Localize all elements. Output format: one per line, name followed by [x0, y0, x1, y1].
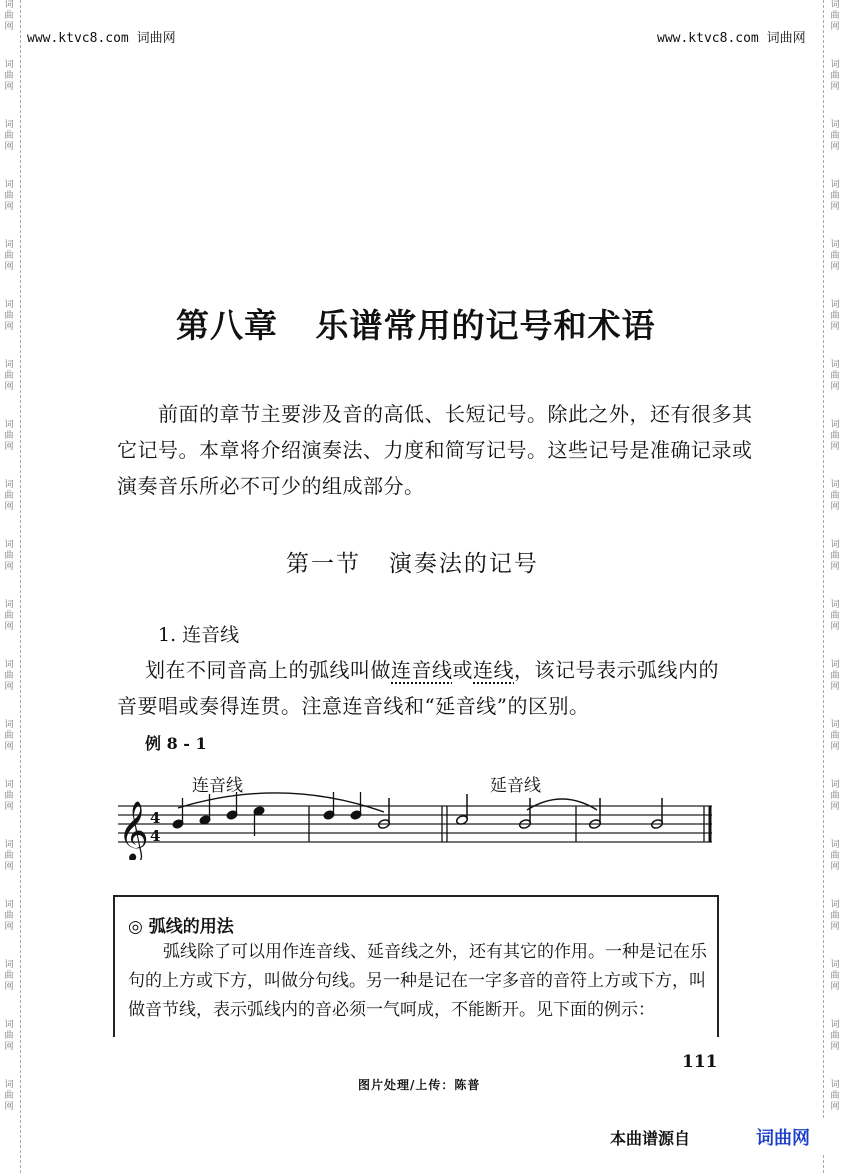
header-url-right[interactable]: www.ktvc8.com 词曲网: [657, 31, 806, 46]
watermark-char: 词: [830, 780, 840, 790]
watermark-char: 词: [830, 300, 840, 310]
watermark-char: 词: [830, 540, 840, 550]
watermark-char: 曲: [4, 11, 14, 21]
watermark-char: 网: [830, 1042, 840, 1052]
watermark-char: 曲: [830, 71, 840, 81]
watermark-char: 词: [830, 1080, 840, 1090]
watermark-char: 词: [830, 660, 840, 670]
watermark-group: [830, 300, 839, 360]
watermark-char: 网: [4, 22, 14, 32]
watermark-char: 网: [4, 982, 14, 992]
watermark-char: 曲: [4, 1091, 14, 1101]
watermark-char: 词: [4, 300, 14, 310]
watermark-char: 词: [4, 780, 14, 790]
watermark-group: [830, 900, 839, 960]
watermark-group: [830, 720, 839, 780]
watermark-char: 曲: [830, 311, 840, 321]
watermark-char: 词: [4, 900, 14, 910]
watermark-char: 网: [830, 202, 840, 212]
right-watermark-column: [828, 0, 842, 1173]
watermark-group: [830, 120, 839, 180]
watermark-char: 曲: [830, 971, 840, 981]
watermark-group: [4, 120, 13, 180]
watermark-char: 网: [830, 382, 840, 392]
watermark-char: 网: [830, 862, 840, 872]
watermark-char: 词: [4, 60, 14, 70]
watermark-char: 词: [4, 120, 14, 130]
watermark-char: 网: [830, 742, 840, 752]
page-number: 111: [682, 1052, 718, 1072]
watermark-char: 词: [4, 1080, 14, 1090]
watermark-group: [830, 600, 839, 660]
watermark-char: 网: [830, 82, 840, 92]
body-text: 划在不同音高上的弧线叫做: [145, 658, 391, 682]
watermark-char: 网: [830, 142, 840, 152]
source-label: 本曲谱源自: [610, 1129, 691, 1148]
header-url-left[interactable]: www.ktvc8.com 词曲网: [27, 31, 176, 46]
tie-arc: [527, 799, 597, 810]
watermark-char: 网: [4, 82, 14, 92]
watermark-char: 词: [830, 360, 840, 370]
watermark-char: 词: [4, 0, 14, 10]
watermark-char: 曲: [4, 731, 14, 741]
watermark-char: 曲: [830, 491, 840, 501]
watermark-char: 词: [4, 840, 14, 850]
watermark-group: [4, 180, 13, 240]
watermark-group: [830, 0, 839, 60]
watermark-char: 网: [830, 922, 840, 932]
intro-line-2: 它记号。本章将介绍演奏法、力度和简写记号。这些记号是准确记录或: [117, 438, 753, 462]
half-note: [589, 798, 664, 829]
music-label-tie: 延音线: [490, 776, 541, 796]
watermark-char: 曲: [4, 131, 14, 141]
watermark-char: 网: [4, 322, 14, 332]
watermark-group: [830, 660, 839, 720]
watermark-char: 曲: [4, 971, 14, 981]
watermark-char: 曲: [4, 491, 14, 501]
watermark-char: 词: [4, 360, 14, 370]
watermark-group: [4, 1020, 13, 1080]
half-note: [378, 798, 391, 829]
watermark-char: 曲: [4, 911, 14, 921]
watermark-char: 网: [4, 622, 14, 632]
watermark-group: [4, 600, 13, 660]
watermark-char: 曲: [830, 1091, 840, 1101]
watermark-char: 词: [830, 720, 840, 730]
watermark-char: 曲: [830, 371, 840, 381]
watermark-group: [4, 780, 13, 840]
watermark-char: 曲: [4, 371, 14, 381]
watermark-char: 网: [4, 442, 14, 452]
watermark-group: [4, 240, 13, 300]
watermark-char: 网: [4, 1042, 14, 1052]
info-box-title: ◎ 弧线的用法: [128, 917, 234, 937]
watermark-char: 词: [4, 480, 14, 490]
watermark-char: 曲: [830, 731, 840, 741]
watermark-char: 曲: [4, 191, 14, 201]
treble-clef-icon: 𝄞: [118, 801, 149, 860]
watermark-char: 词: [4, 540, 14, 550]
watermark-group: [830, 180, 839, 240]
watermark-char: 词: [830, 840, 840, 850]
watermark-char: 网: [4, 562, 14, 572]
watermark-group: [830, 1080, 839, 1140]
watermark-group: [830, 480, 839, 540]
watermark-group: [830, 780, 839, 840]
watermark-char: 网: [4, 862, 14, 872]
watermark-char: 网: [4, 682, 14, 692]
watermark-char: 曲: [4, 611, 14, 621]
watermark-char: 词: [830, 480, 840, 490]
body-line-1: [145, 652, 719, 688]
watermark-char: 词: [830, 0, 840, 10]
left-watermark-column: [2, 0, 16, 1173]
info-box-line-3: 做音节线，表示弧线内的音必须一气呵成，不能断开。见下面的例示：: [128, 1000, 655, 1020]
watermark-group: [4, 540, 13, 600]
watermark-char: 曲: [4, 251, 14, 261]
watermark-char: 词: [830, 420, 840, 430]
watermark-char: 曲: [4, 851, 14, 861]
watermark-group: [4, 960, 13, 1020]
body-text: ，该记号表示弧线内的: [514, 658, 719, 682]
watermark-group: [4, 60, 13, 120]
body-line-2: 音要唱或奏得连贯。注意连音线和“延音线”的区别。: [117, 694, 590, 718]
watermark-char: 词: [830, 240, 840, 250]
watermark-char: 曲: [830, 611, 840, 621]
watermark-char: 曲: [830, 1031, 840, 1041]
watermark-char: 网: [4, 742, 14, 752]
watermark-char: 网: [4, 1102, 14, 1112]
watermark-char: 网: [4, 922, 14, 932]
watermark-char: 词: [830, 900, 840, 910]
subsection-title: 1. 连音线: [158, 624, 240, 646]
music-label-legato: 连音线: [192, 776, 243, 796]
watermark-group: [830, 540, 839, 600]
watermark-char: 词: [830, 1020, 840, 1030]
watermark-char: 曲: [830, 431, 840, 441]
watermark-char: 曲: [830, 791, 840, 801]
watermark-char: 词: [4, 600, 14, 610]
watermark-char: 曲: [830, 251, 840, 261]
music-staff: [112, 790, 722, 860]
watermark-char: 词: [830, 600, 840, 610]
time-signature-bottom: 4: [150, 827, 161, 845]
watermark-char: 网: [830, 622, 840, 632]
watermark-char: 网: [830, 802, 840, 812]
watermark-char: 网: [830, 562, 840, 572]
time-signature-top: 4: [150, 809, 161, 827]
intro-line-3: 演奏音乐所必不可少的组成部分。: [117, 474, 425, 498]
watermark-char: 词: [4, 720, 14, 730]
watermark-char: 曲: [4, 791, 14, 801]
watermark-char: 曲: [830, 851, 840, 861]
watermark-group: [830, 840, 839, 900]
watermark-char: 词: [4, 960, 14, 970]
info-box-line-2: 句的上方或下方，叫做分句线。另一种是记在一字多音的音符上方或下方，叫: [128, 971, 706, 991]
watermark-char: 网: [830, 982, 840, 992]
watermark-char: 词: [830, 960, 840, 970]
watermark-char: 网: [4, 382, 14, 392]
watermark-char: 曲: [830, 551, 840, 561]
watermark-char: 词: [830, 120, 840, 130]
watermark-group: [4, 720, 13, 780]
watermark-group: [830, 360, 839, 420]
watermark-group: [830, 420, 839, 480]
example-label: 例 8 - 1: [145, 734, 207, 753]
watermark-char: 词: [830, 180, 840, 190]
watermark-group: [830, 240, 839, 300]
term-legato: 连音线: [391, 658, 453, 682]
watermark-char: 网: [830, 682, 840, 692]
left-margin-line: [20, 0, 21, 1173]
watermark-group: [4, 660, 13, 720]
watermark-group: [830, 960, 839, 1020]
watermark-char: 词: [4, 1020, 14, 1030]
watermark-char: 曲: [830, 191, 840, 201]
watermark-char: 曲: [4, 431, 14, 441]
watermark-char: 网: [830, 262, 840, 272]
watermark-char: 曲: [4, 1031, 14, 1041]
watermark-char: 曲: [830, 11, 840, 21]
watermark-char: 词: [4, 240, 14, 250]
watermark-group: [4, 900, 13, 960]
watermark-char: 网: [830, 442, 840, 452]
watermark-char: 网: [830, 322, 840, 332]
watermark-char: 网: [4, 202, 14, 212]
watermark-char: 曲: [4, 311, 14, 321]
chapter-title: 第八章 乐谱常用的记号和术语: [176, 306, 656, 345]
watermark-char: 曲: [830, 131, 840, 141]
watermark-group: [4, 480, 13, 540]
watermark-group: [830, 1020, 839, 1080]
watermark-char: 词: [4, 420, 14, 430]
watermark-char: 网: [830, 1102, 840, 1112]
watermark-char: 网: [830, 22, 840, 32]
watermark-char: 网: [4, 262, 14, 272]
watermark-char: 曲: [830, 671, 840, 681]
term-slur: 连线: [473, 658, 514, 682]
info-box-line-1: 弧线除了可以用作连音线、延音线之外，还有其它的作用。一种是记在乐: [163, 942, 707, 962]
watermark-char: 曲: [4, 71, 14, 81]
right-margin-line: [823, 0, 824, 1173]
watermark-char: 词: [830, 60, 840, 70]
watermark-group: [4, 360, 13, 420]
watermark-char: 曲: [4, 671, 14, 681]
source-site-logo[interactable]: 词曲网: [756, 1128, 810, 1149]
watermark-group: [4, 0, 13, 60]
watermark-group: [4, 1080, 13, 1140]
section-title: 第一节 演奏法的记号: [286, 551, 539, 577]
watermark-group: [4, 420, 13, 480]
watermark-char: 词: [4, 660, 14, 670]
intro-line-1: 前面的章节主要涉及音的高低、长短记号。除此之外，还有很多其: [158, 402, 753, 426]
watermark-char: 网: [4, 502, 14, 512]
watermark-char: 网: [4, 802, 14, 812]
image-credit: 图片处理/上传：陈普: [358, 1078, 481, 1092]
watermark-char: 网: [4, 142, 14, 152]
watermark-char: 曲: [830, 911, 840, 921]
watermark-char: 曲: [4, 551, 14, 561]
watermark-group: [4, 300, 13, 360]
staff-lines: [118, 806, 712, 842]
watermark-group: [4, 840, 13, 900]
source-banner[interactable]: [590, 1118, 824, 1154]
watermark-char: 词: [4, 180, 14, 190]
body-text: 或: [452, 658, 473, 682]
watermark-group: [830, 60, 839, 120]
watermark-char: 网: [830, 502, 840, 512]
